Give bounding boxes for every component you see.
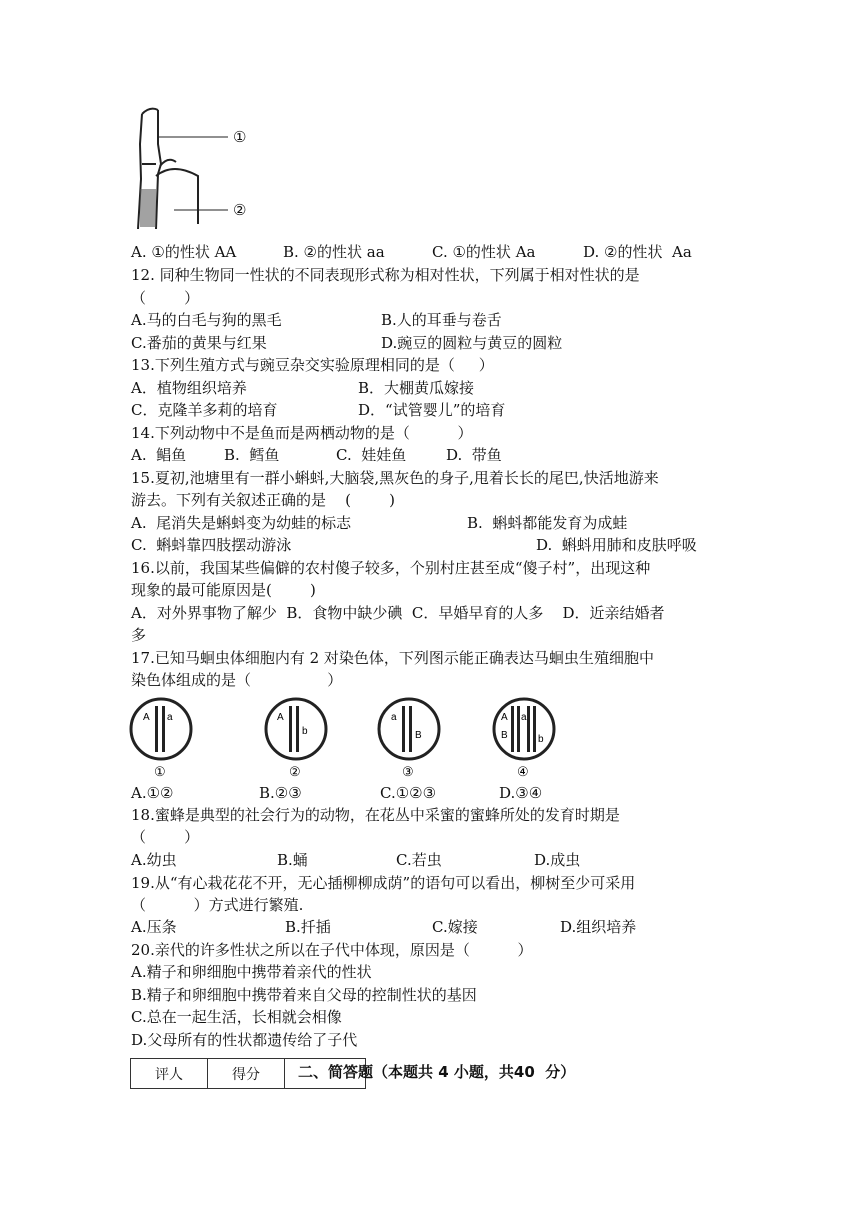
q20-stem: 20.亲代的许多性状之所以在子代中体现，原因是（ ）	[131, 941, 533, 959]
q17-stem-cont: 染色体组成的是（ ）	[131, 671, 343, 689]
q17-option-c[interactable]: C.①②③	[380, 784, 437, 802]
cell-1-number: ①	[154, 765, 166, 780]
q12-option-b[interactable]: B.人的耳垂与卷舌	[381, 311, 502, 329]
q17-option-a[interactable]: A.①②	[131, 784, 174, 802]
q18-option-c[interactable]: C.若虫	[396, 851, 442, 869]
q12-stem-cont: （ ）	[131, 289, 200, 307]
q13-stem: 13.下列生殖方式与豌豆杂交实验原理相同的是（ ）	[131, 356, 494, 374]
q19-option-c[interactable]: C.嫁接	[432, 918, 478, 936]
q19-option-b[interactable]: B.扦插	[285, 918, 331, 936]
q18-option-d[interactable]: D.成虫	[534, 851, 581, 869]
q18-option-b[interactable]: B.蛹	[277, 851, 308, 869]
q14-stem: 14.下列动物中不是鱼而是两栖动物的是（ ）	[131, 424, 473, 442]
cell-3-letter-1: a	[391, 712, 397, 723]
stem-shading	[140, 189, 156, 227]
q12-option-d[interactable]: D.豌豆的圆粒与黄豆的圆粒	[381, 334, 563, 352]
cell-4-letter-3: B	[501, 730, 508, 741]
q11-option-d[interactable]: D. ②的性状 Aa	[583, 243, 692, 261]
q15-option-b[interactable]: B. 蝌蚪都能发育为成蛙	[467, 514, 628, 532]
cell-3-number: ③	[402, 765, 414, 780]
q15-stem-cont: 游去。下列有关叙述正确的是 ( )	[131, 491, 395, 509]
q11-option-b[interactable]: B. ②的性状 aa	[283, 243, 385, 261]
cell-4-letter-4: b	[538, 734, 544, 745]
cell-2-letter-2: b	[302, 726, 308, 737]
reviewer-cell: 评人	[131, 1059, 208, 1089]
q20-option-d[interactable]: D.父母所有的性状都遗传给了子代	[131, 1031, 358, 1049]
q19-option-a[interactable]: A.压条	[131, 918, 177, 936]
cell-1-letter-1: A	[143, 712, 150, 723]
q17-option-b[interactable]: B.②③	[259, 784, 302, 802]
figure-label-1: ①	[233, 128, 247, 146]
q15-stem: 15.夏初,池塘里有一群小蝌蚪,大脑袋,黑灰色的身子,甩着长长的尾巴,快活地游来	[131, 469, 659, 487]
q16-stem: 16.以前，我国某些偏僻的农村傻子较多，个别村庄甚至成“傻子村”，出现这种	[131, 559, 651, 577]
q13-option-a[interactable]: A．植物组织培养	[131, 379, 247, 397]
q13-option-b[interactable]: B．大棚黄瓜嫁接	[358, 379, 475, 397]
q18-option-a[interactable]: A.幼虫	[131, 851, 177, 869]
q17-option-d[interactable]: D.③④	[499, 784, 543, 802]
figure-label-2: ②	[233, 201, 247, 219]
q19-stem: 19.从“有心栽花花不开，无心插柳柳成荫”的语句可以看出，柳树至少可采用	[131, 874, 636, 892]
cell-4	[494, 699, 554, 780]
q17-stem: 17.已知马蛔虫体细胞内有 2 对染色体，下列图示能正确表达马蛔虫生殖细胞中	[131, 649, 654, 667]
q19-option-d[interactable]: D.组织培养	[560, 918, 637, 936]
cell-3	[379, 699, 439, 780]
q16-options-wrap: 多	[131, 626, 147, 644]
q18-stem: 18.蜜蜂是典型的社会行为的动物，在花丛中采蜜的蜜蜂所处的发育时期是	[131, 806, 620, 824]
q14-option-b[interactable]: B. 鳕鱼	[224, 446, 280, 464]
q13-option-d[interactable]: D．“试管婴儿”的培育	[358, 401, 506, 419]
score-cell: 得分	[208, 1059, 285, 1089]
q13-option-c[interactable]: C．克隆羊多莉的培育	[131, 401, 278, 419]
section-2-title: 二、简答题（本题共 4 小题，共40 分）	[298, 1063, 576, 1081]
q20-option-a[interactable]: A.精子和卵细胞中携带着亲代的性状	[131, 963, 372, 981]
cell-2	[266, 699, 326, 780]
q18-stem-cont: （ ）	[131, 828, 200, 846]
q15-option-a[interactable]: A. 尾消失是蝌蚪变为幼蛙的标志	[131, 514, 352, 532]
q12-option-a[interactable]: A.马的白毛与狗的黑毛	[131, 311, 282, 329]
cell-2-number: ②	[289, 765, 301, 780]
q20-option-c[interactable]: C.总在一起生活，长相就会相像	[131, 1008, 342, 1026]
cell-2-letter-1: A	[277, 712, 284, 723]
q15-option-d[interactable]: D. 蝌蚪用肺和皮肤呼吸	[536, 536, 697, 554]
q16-options[interactable]: A．对外界事物了解少 B．食物中缺少碘 C．早婚早育的人多 D．近亲结婚者	[131, 604, 665, 622]
q12-stem: 12. 同种生物同一性状的不同表现形式称为相对性状，下列属于相对性状的是	[131, 266, 640, 284]
chromosome-cells-figure	[126, 696, 566, 780]
q14-option-d[interactable]: D. 带鱼	[446, 446, 502, 464]
cell-1-letter-2: a	[167, 712, 173, 723]
q15-option-c[interactable]: C. 蝌蚪靠四肢摆动游泳	[131, 536, 292, 554]
cell-4-letter-1: A	[501, 712, 508, 723]
q19-stem-cont: （ ）方式进行繁殖.	[131, 896, 304, 914]
cell-4-number: ④	[517, 765, 529, 780]
q14-option-a[interactable]: A. 鲳鱼	[131, 446, 187, 464]
cell-1	[131, 699, 191, 780]
q11-option-c[interactable]: C. ①的性状 Aa	[432, 243, 536, 261]
q11-option-a[interactable]: A. ①的性状 AA	[131, 243, 237, 261]
q12-option-c[interactable]: C.番茄的黄果与红果	[131, 334, 267, 352]
cell-4-letter-2: a	[521, 712, 527, 723]
q20-option-b[interactable]: B.精子和卵细胞中携带着来自父母的控制性状的基因	[131, 986, 477, 1004]
q14-option-c[interactable]: C. 娃娃鱼	[336, 446, 407, 464]
cell-3-letter-2: B	[415, 730, 422, 741]
q16-stem-cont: 现象的最可能原因是( )	[131, 581, 316, 599]
